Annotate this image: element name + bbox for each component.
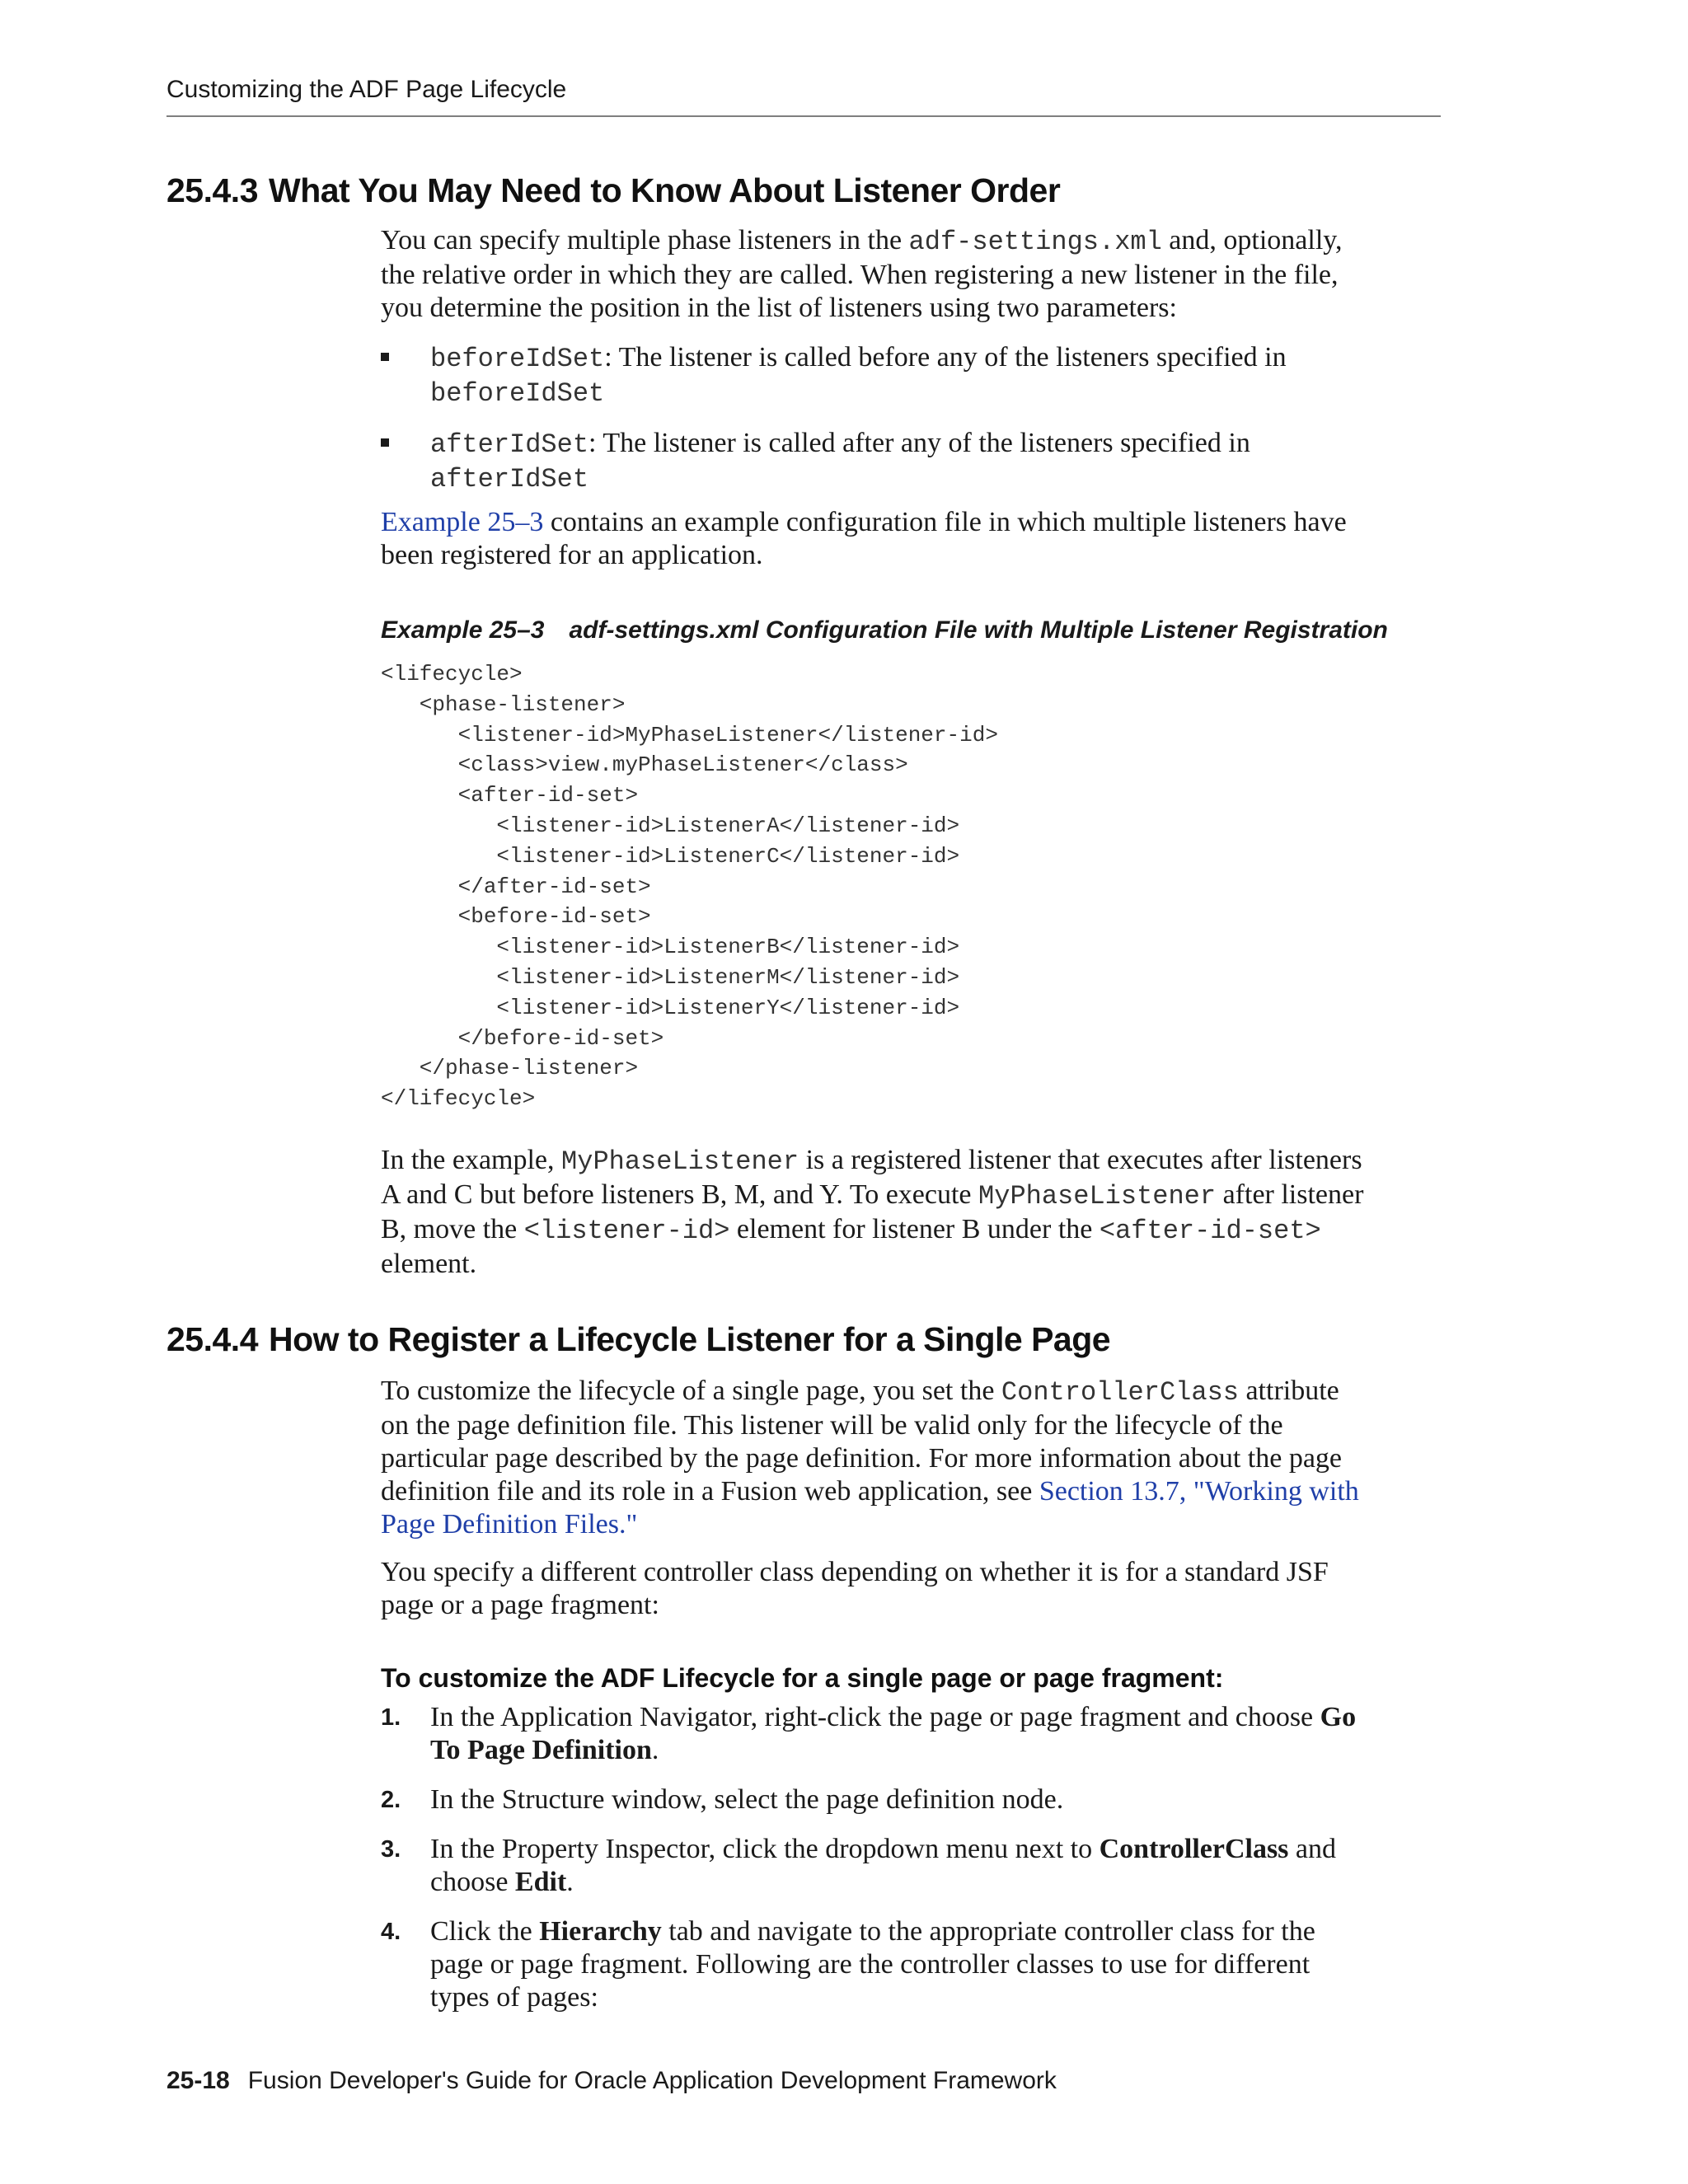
example-title: adf-settings.xml Configuration File with Multiple Listener Registration [569,616,1388,644]
list-item: afterIdSet: The listener is called after any of the listeners specified in afterIdSet [381,427,1444,496]
inline-code: <after-id-set> [1099,1216,1321,1246]
inline-code: MyPhaseListener [561,1146,799,1177]
header-rule [166,115,1441,117]
procedure-heading: To customize the ADF Lifecycle for a single page or page fragment: [381,1663,1224,1693]
step-3: 3. In the Property Inspector, click the dropdown menu next to ControllerClass and choose Edit. [381,1834,1337,1897]
code-line: <after-id-set> [381,783,639,808]
code-line: <listener-id>ListenerM</listener-id> [381,964,960,990]
example-number: Example 25–3 [381,616,545,644]
code-line: <listener-id>ListenerY</listener-id> [381,995,960,1020]
inline-code: beforeIdSet [430,378,605,409]
code-line: <listener-id>ListenerA</listener-id> [381,813,960,838]
code-line: <phase-listener> [381,691,626,717]
section-13-7-link-continued[interactable]: Page Definition Files." [381,1509,638,1540]
example-caption [381,616,1388,644]
page-footer [166,2067,1057,2095]
step-2: 2. In the Structure window, select the page definition node. [381,1784,1064,1815]
code-example [381,659,998,1114]
parameter-list [381,341,1444,496]
intro-line-3: you determine the position in the list of listeners using two parameters: [381,293,1177,323]
procedure-steps [381,1701,1444,2014]
section-number: 25.4.4 [166,1320,258,1358]
code-line: </phase-listener> [381,1056,639,1081]
section-intro-paragraph: To customize the lifecycle of a single page, you set the ControllerClass attribute on the page definition file. This listener will be valid only for the lifecycle of the particular page described by the page definition. For more information about the page definition file and its role in a Fusion web application, see Section 13.7, "Working with Page Definition Files." [381,1376,1359,1540]
intro-line-2: the relative order in which they are called. When registering a new listener in the file, [381,260,1339,290]
step-1: 1. In the Application Navigator, right-click the page or page fragment and choose Go To Page Definition. [381,1702,1357,1765]
explanation-paragraph: In the example, MyPhaseListener is a registered listener that executes after listeners A and C but before listeners B, M, and Y. To execute MyPhaseListener after listener B, move the <listener-id> element for listener B under the <after-id-set> element. [381,1145,1364,1279]
inline-code: afterIdSet [430,464,589,494]
code-line: <listener-id>MyPhaseListener</listener-id> [381,722,998,748]
section-intro-paragraph [381,224,1444,325]
code-line: <before-id-set> [381,904,651,930]
code-line: <lifecycle> [381,662,523,687]
code-line: <class>view.myPhaseListener</class> [381,752,908,778]
controller-class-paragraph: You specify a different controller class depending on whether it is for a standard JSF page or a page fragment: [381,1557,1329,1620]
bullet-icon [381,353,389,361]
step-number: 1. [381,1704,401,1731]
intro-line-1: You can specify multiple phase listeners in the adf-settings.xml and, optionally, [381,225,1343,257]
step-number: 3. [381,1836,401,1863]
section-heading-25-4-3 [166,171,1060,210]
code-line: </lifecycle> [381,1086,536,1112]
running-header: Customizing the ADF Page Lifecycle [166,76,567,103]
inline-code: MyPhaseListener [978,1181,1217,1212]
inline-code: ControllerClass [1001,1377,1239,1408]
inline-code: <listener-id> [523,1216,730,1246]
step-number: 2. [381,1787,401,1813]
example-reference-paragraph: Example 25–3 contains an example configuration file in which multiple listeners have been registered for an application. [381,507,1347,570]
book-title: Fusion Developer's Guide for Oracle Application Development Framework [247,2067,1057,2094]
bullet-icon [381,438,389,447]
inline-code: adf-settings.xml [908,227,1162,257]
code-line: </after-id-set> [381,874,651,899]
code-line: <listener-id>ListenerC</listener-id> [381,843,960,869]
step-number: 4. [381,1919,401,1945]
code-line: <listener-id>ListenerB</listener-id> [381,935,960,960]
section-number: 25.4.3 [166,171,258,209]
step-4: 4. Click the Hierarchy tab and navigate to the appropriate controller class for the page or page fragment. Following are the controller classes to use for different types of pages: [381,1916,1315,2013]
section-13-7-link[interactable]: Section 13.7, "Working with [1039,1476,1359,1507]
inline-code: afterIdSet [430,429,589,460]
example-link[interactable]: Example 25–3 [381,507,544,537]
list-item: beforeIdSet: The listener is called before any of the listeners specified in beforeIdSet [381,341,1444,410]
section-heading-25-4-4 [166,1320,1110,1359]
code-line: </before-id-set> [381,1025,664,1051]
page-number: 25-18 [166,2067,230,2094]
inline-code: beforeIdSet [430,344,605,374]
section-title: How to Register a Lifecycle Listener for a Single Page [269,1320,1111,1358]
section-title: What You May Need to Know About Listener Order [269,171,1061,209]
